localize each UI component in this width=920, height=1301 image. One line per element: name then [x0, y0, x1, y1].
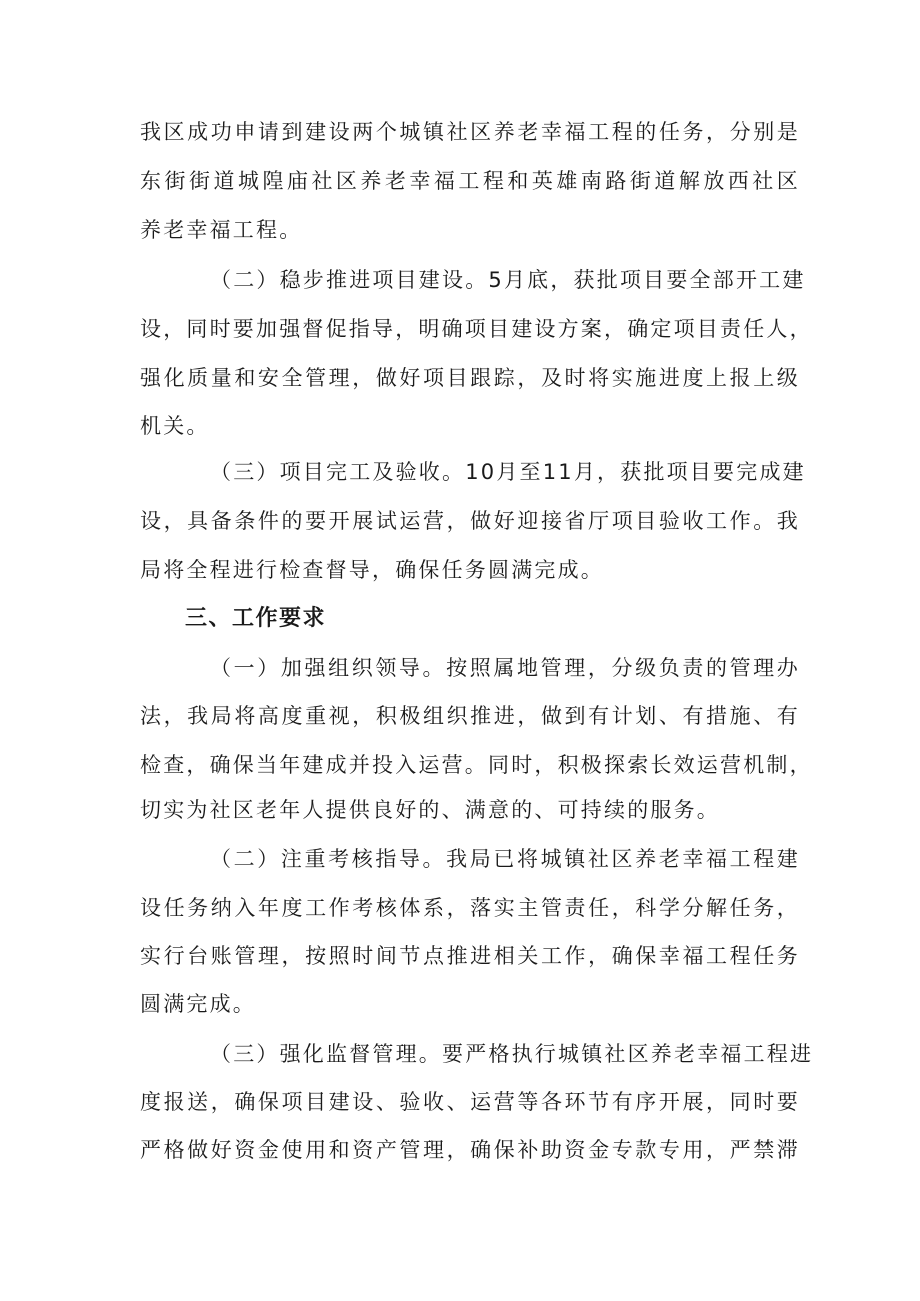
paragraph-line: 强化质量和安全管理，做好项目跟踪，及时将实施进度上报上级 — [140, 366, 800, 390]
paragraph-line: 设，具备条件的要开展试运营，做好迎接省厅项目验收工作。我 — [140, 509, 800, 533]
paragraph-line: 严格做好资金使用和资产管理，确保补助资金专款专用，严禁滞 — [140, 1138, 800, 1162]
paragraph-line: （二）稳步推进项目建设。5月底，获批项目要全部开工建 — [210, 268, 806, 292]
paragraph-line: 切实为社区老年人提供良好的、满意的、可持续的服务。 — [140, 798, 720, 822]
paragraph-line: 实行台账管理，按照时间节点推进相关工作，确保幸福工程任务 — [140, 944, 800, 968]
paragraph-line: 圆满完成。 — [140, 992, 256, 1016]
paragraph-line: 检查，确保当年建成并投入运营。同时，积极探索长效运营机制， — [140, 753, 813, 777]
paragraph-line: 法，我局将高度重视，积极组织推进，做到有计划、有措施、有 — [140, 704, 800, 728]
paragraph-line: 我区成功申请到建设两个城镇社区养老幸福工程的任务，分别是 — [140, 120, 800, 144]
paragraph-line: 设，同时要加强督促指导，明确项目建设方案，确定项目责任人， — [140, 317, 813, 341]
paragraph-line: 局将全程进行检查督导，确保任务圆满完成。 — [140, 558, 604, 582]
section-heading: 三、工作要求 — [185, 606, 327, 631]
paragraph-line: （一）加强组织领导。按照属地管理，分级负责的管理办 — [210, 656, 800, 680]
paragraph-line: （二）注重考核指导。我局已将城镇社区养老幸福工程建 — [210, 847, 800, 871]
paragraph-line: （三）项目完工及验收。10月至11月，获批项目要完成建 — [210, 460, 806, 484]
paragraph-line: （三）强化监督管理。要严格执行城镇社区养老幸福工程进 — [210, 1042, 814, 1066]
paragraph-line: 度报送，确保项目建设、验收、运营等各环节有序开展，同时要 — [140, 1090, 800, 1114]
paragraph-line: 东街街道城隍庙社区养老幸福工程和英雄南路街道解放西社区 — [140, 169, 800, 193]
paragraph-line: 养老幸福工程。 — [140, 218, 303, 242]
paragraph-line: 设任务纳入年度工作考核体系，落实主管责任，科学分解任务， — [140, 896, 800, 920]
paragraph-line: 机关。 — [140, 414, 210, 438]
